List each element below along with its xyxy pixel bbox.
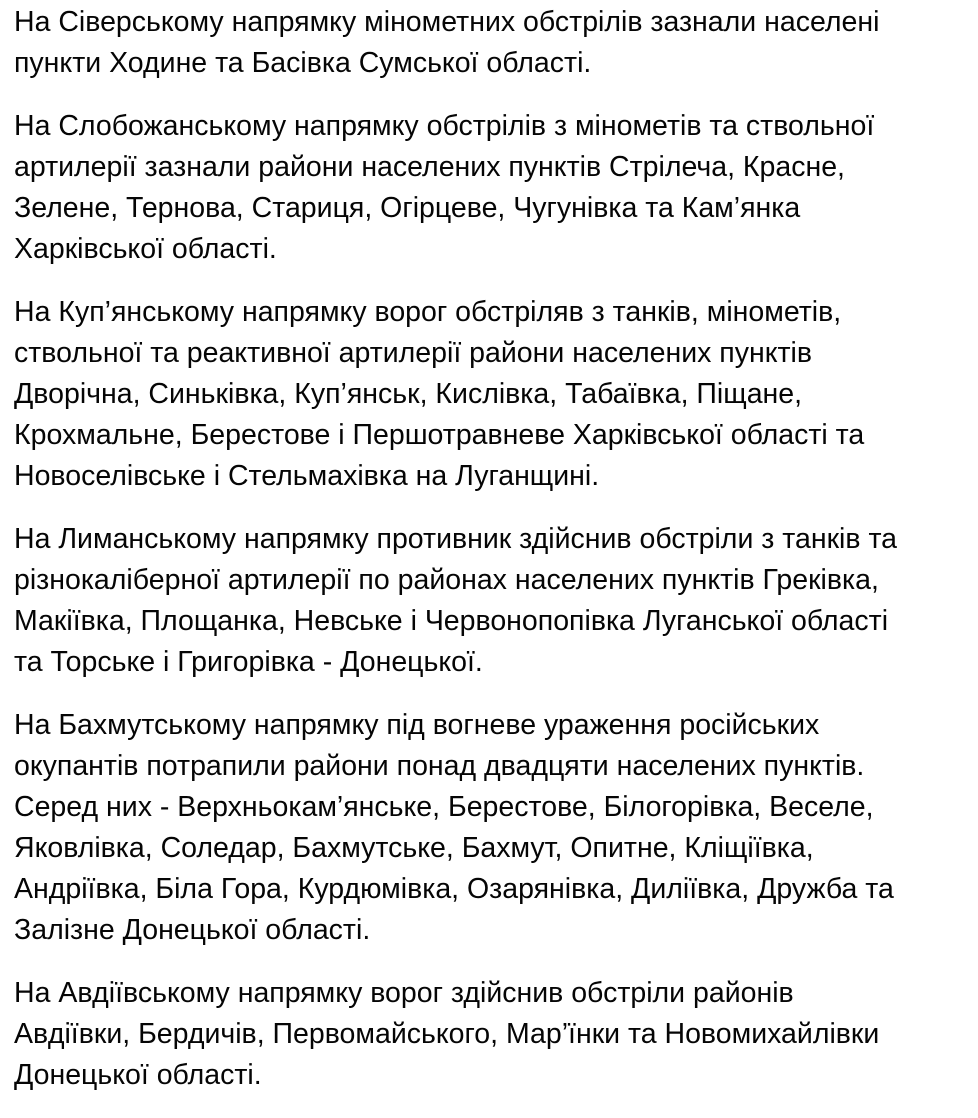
paragraph-kupiansky: На Куп’янському напрямку ворог обстріляв з танків, мінометів, ствольної та реактивної артилерії райони населених пунктів Дворічна, Синьківка, Куп’янськ, Кислівка, Табаївка, Піщане, Крохмальне, Берестове і Першотравневе Харківської області та Новоселівське і Стельмахівка на Луганщині. — [14, 296, 865, 492]
paragraph-bakhmutsky: На Бахмутському напрямку під вогневе ураження російських окупантів потрапили райони понад двадцяти населених пунктів. Серед них - Верхньокам’янське, Берестове, Білогорівка, Веселе, Яковлівка, Соледар, Бахмутське, Бахмут, Опитне, Кліщіївка, Андріївка, Біла Гора, Курдюмівка, Озарянівка, Диліївка, Дружба та Залізне Донецької області. — [14, 709, 894, 946]
post-text — [14, 0, 974, 1118]
paragraph-lymansky: На Лиманському напрямку противник здійснив обстріли з танків та різнокаліберної артилерії по районах населених пунктів Греківка, Макіївка, Площанка, Невське і Червонопопівка Луганської області та Торське і Григорівка - Донецької. — [14, 523, 898, 678]
paragraph-slobozhansky: На Слобожанському напрямку обстрілів з мінометів та ствольної артилерії зазнали райони населених пунктів Стрілеча, Красне, Зелене, Тернова, Стариця, Огірцеве, Чугунівка та Кам’янка Харківської області. — [14, 110, 875, 265]
paragraph-siversky: На Сіверському напрямку мінометних обстрілів зазнали населені пункти Ходине та Басівка Сумської області. — [14, 6, 880, 79]
paragraph-avdiivsky: На Авдіївському напрямку ворог здійснив обстріли районів Авдіївки, Бердичів, Первомайського, Мар’їнки та Новомихайлівки Донецької області. — [14, 977, 880, 1091]
